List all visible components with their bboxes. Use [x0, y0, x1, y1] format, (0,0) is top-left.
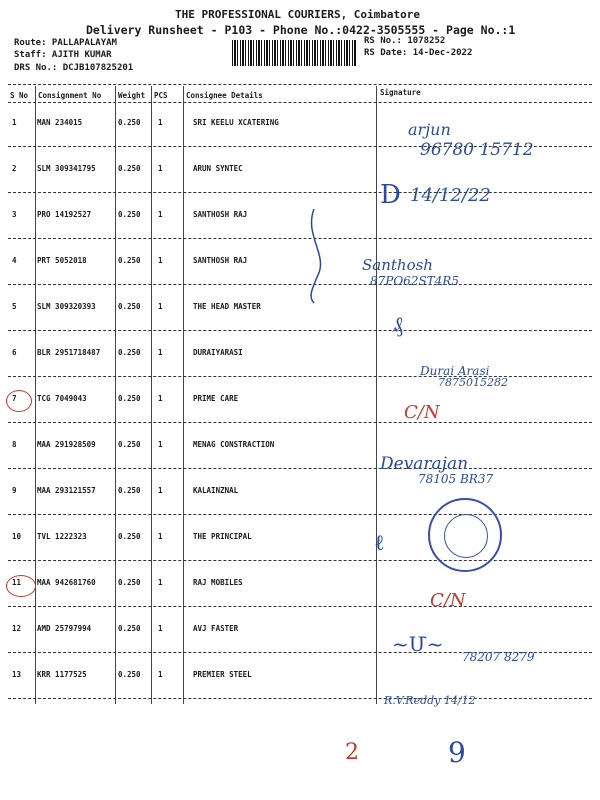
row-pcs: 1 [158, 302, 163, 311]
row-consignment-no: SLM 309320393 [37, 302, 96, 311]
row-pcs: 1 [158, 440, 163, 449]
company-name: THE PROFESSIONAL COURIERS, Coimbatore [175, 8, 421, 21]
signature-12-phone: 78207 8279 [462, 650, 535, 664]
signature-6-phone: 7875015282 [438, 376, 508, 389]
row-consignee: MENAG CONSTRACTION [193, 440, 275, 449]
row-pcs: 1 [158, 486, 163, 495]
row-consignment-no: MAA 293121557 [37, 486, 96, 495]
col-pcs: PCS [154, 91, 168, 100]
header-divider-top [8, 84, 592, 85]
row-pcs: 1 [158, 578, 163, 587]
row-consignee: SRI KEELU XCATERING [193, 118, 279, 127]
row-pcs: 1 [158, 624, 163, 633]
col-weight: Weight [118, 91, 146, 100]
row-consignment-no: MAA 291928509 [37, 440, 96, 449]
barcode-image [232, 40, 356, 66]
signature-4-name: Santhosh [362, 256, 433, 274]
row-weight: 0.250 [118, 302, 141, 311]
row-pcs: 1 [158, 348, 163, 357]
signature-8-phone: 78105 BR37 [418, 472, 494, 486]
signature-8-name: Devarajan [380, 454, 469, 474]
row-weight: 0.250 [118, 486, 141, 495]
row-sno: 3 [12, 210, 17, 219]
row-sno: 12 [12, 624, 22, 633]
row-sno: 2 [12, 164, 17, 173]
rs-date: RS Date: 14-Dec-2022 [364, 48, 473, 58]
signature-13: R.V.Reddy 14/12 [384, 694, 476, 707]
row-sno: 13 [12, 670, 22, 679]
row-sno: 10 [12, 532, 22, 541]
row-divider [8, 468, 592, 469]
header-divider-bottom [8, 102, 592, 103]
row-sno: 4 [12, 256, 17, 265]
row-consignment-no: TVL 1222323 [37, 532, 87, 541]
row-pcs: 1 [158, 532, 163, 541]
row-divider [8, 514, 592, 515]
row-consignment-no: SLM 309341795 [37, 164, 96, 173]
column-line [115, 86, 116, 704]
row-weight: 0.250 [118, 578, 141, 587]
row-weight: 0.250 [118, 670, 141, 679]
red-circle-mark [6, 390, 32, 412]
row-consignment-no: MAA 942681760 [37, 578, 96, 587]
row-consignment-no: PRO 14192527 [37, 210, 92, 219]
signature-6-name: Durai Arasi [420, 364, 490, 378]
row-pcs: 1 [158, 118, 163, 127]
bracket-mark [300, 205, 340, 305]
row-sno: 8 [12, 440, 17, 449]
signature-1-phone: 96780 15712 [420, 140, 534, 160]
row-sno: 1 [12, 118, 17, 127]
row-divider [8, 422, 592, 423]
rs-number: RS No.: 1078252 [364, 36, 446, 46]
row-consignment-no: KRR 1177525 [37, 670, 87, 679]
company-stamp [428, 498, 502, 572]
row-weight: 0.250 [118, 256, 141, 265]
row-consignment-no: MAN 234015 [37, 118, 83, 127]
signature-2-date: 14/12/22 [410, 185, 491, 206]
row-weight: 0.250 [118, 394, 141, 403]
row-sno: 9 [12, 486, 17, 495]
row-weight: 0.250 [118, 532, 141, 541]
row-consignment-no: PRT 5052018 [37, 256, 87, 265]
row-consignee: KALAINZNAL [193, 486, 239, 495]
signature-5-scribble: ₰ [392, 313, 403, 338]
row-sno: 7 [12, 394, 17, 403]
col-sno: S No [10, 91, 29, 100]
row-pcs: 1 [158, 394, 163, 403]
row-consignee: DURAIYARASI [193, 348, 243, 357]
col-signature: Signature [380, 88, 421, 97]
column-line [183, 86, 184, 704]
row-weight: 0.250 [118, 164, 141, 173]
column-line [376, 86, 377, 704]
column-line [35, 86, 36, 704]
row-weight: 0.250 [118, 440, 141, 449]
row-weight: 0.250 [118, 348, 141, 357]
route-label: Route: PALLAPALAYAM [14, 38, 117, 48]
row-weight: 0.250 [118, 624, 141, 633]
row-consignee: THE PRINCIPAL [193, 532, 252, 541]
row-consignee: ARUN SYNTEC [193, 164, 243, 173]
row-consignee: RAJ MOBILES [193, 578, 243, 587]
col-consignee: Consignee Details [186, 91, 263, 100]
row-consignee: SANTHOSH RAJ [193, 210, 248, 219]
signature-1-name: arjun [408, 120, 451, 139]
row-divider [8, 192, 592, 193]
row-consignment-no: AMD 25797994 [37, 624, 92, 633]
row-consignee: THE HEAD MASTER [193, 302, 261, 311]
row-divider [8, 606, 592, 607]
row-sno: 5 [12, 302, 17, 311]
row-consignment-no: TCG 7049043 [37, 394, 87, 403]
row-consignee: AVJ FASTER [193, 624, 239, 633]
row-sno: 6 [12, 348, 17, 357]
runsheet-title: Delivery Runsheet - P103 - Phone No.:0422-3505555 - Page No.:1 [86, 23, 516, 37]
row-divider [8, 698, 592, 699]
signature-10-scribble: ℓ [374, 531, 385, 556]
signature-2-scribble: D [380, 180, 401, 210]
row-pcs: 1 [158, 164, 163, 173]
footer-mark-1: 2 [345, 740, 359, 765]
signature-11-mark: C/N [430, 590, 466, 611]
col-consignment: Consignment No [38, 91, 102, 100]
signature-4-phone: 87PO62ST4R5 [370, 274, 459, 288]
row-divider [8, 330, 592, 331]
column-line [151, 86, 152, 704]
row-weight: 0.250 [118, 210, 141, 219]
signature-12-scribble: ~Մ~ [392, 632, 444, 656]
row-sno: 11 [12, 578, 22, 587]
staff-label: Staff: AJITH KUMAR [14, 50, 112, 60]
row-consignee: PREMIER STEEL [193, 670, 252, 679]
row-pcs: 1 [158, 210, 163, 219]
row-weight: 0.250 [118, 118, 141, 127]
footer-mark-2: 9 [448, 736, 466, 769]
row-consignee: PRIME CARE [193, 394, 239, 403]
row-pcs: 1 [158, 256, 163, 265]
drs-number: DRS No.: DCJB107825201 [14, 63, 134, 73]
signature-7-mark: C/N [404, 402, 440, 423]
row-consignment-no: BLR 2951718487 [37, 348, 101, 357]
row-divider [8, 560, 592, 561]
row-pcs: 1 [158, 670, 163, 679]
row-consignee: SANTHOSH RAJ [193, 256, 248, 265]
red-circle-mark [6, 575, 36, 597]
